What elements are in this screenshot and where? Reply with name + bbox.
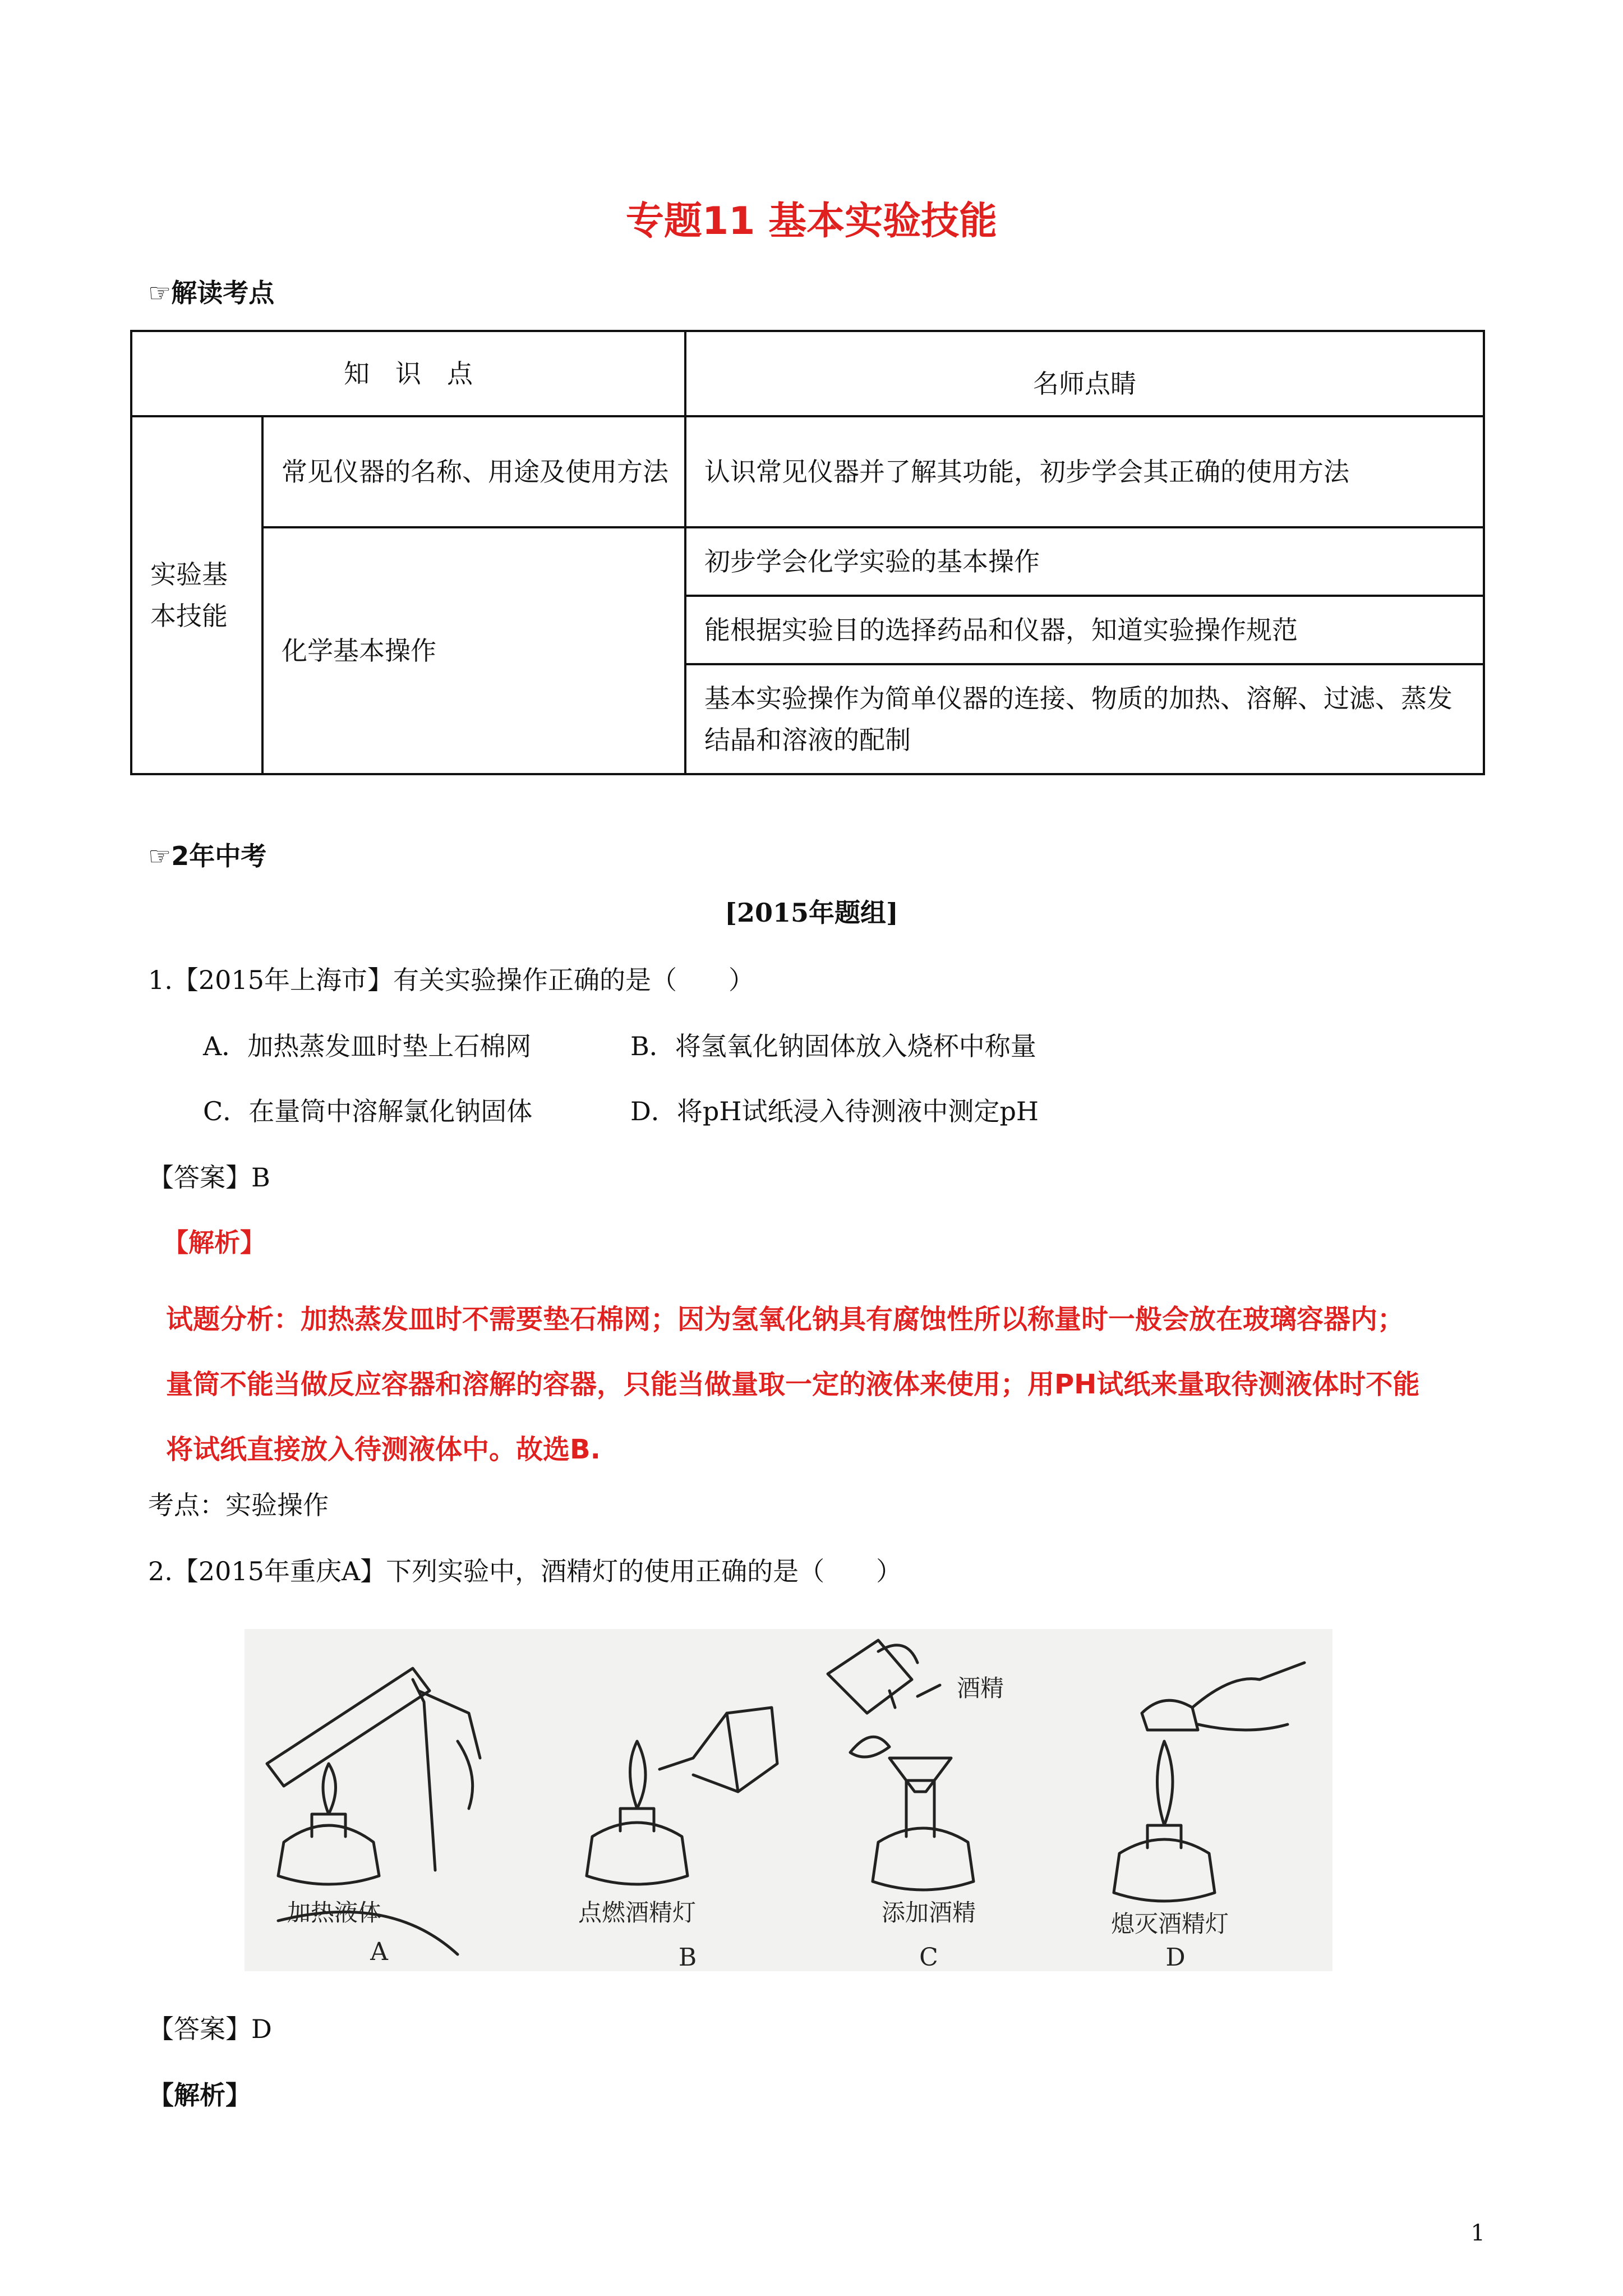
alcohol-lamp-illustration bbox=[245, 1629, 1332, 1971]
alcohol-lamp-figure bbox=[245, 1629, 1332, 1971]
table-row2-note-2: 能根据实验目的选择药品和仪器，知道实验操作规范 bbox=[704, 615, 1298, 645]
q2-analysis-label: 【解析】 bbox=[148, 2080, 251, 2110]
lamp-c-drawing bbox=[828, 1640, 974, 1890]
q2-stem: 2.【2015年重庆A】下列实验中，酒精灯的使用正确的是（ ） bbox=[148, 1556, 902, 1586]
q1-option-a: A．加热蒸发皿时垫上石棉网 bbox=[203, 1031, 532, 1061]
section-heading-zhongkao: ☞2年中考 bbox=[148, 841, 267, 871]
section-heading-kaodian: ☞解读考点 bbox=[148, 278, 275, 308]
q1-analysis-line-1: 试题分析：加热蒸发皿时不需要垫石棉网；因为氢氧化钠具有腐蚀性所以称量时一般会放在玻璃容器内； bbox=[166, 1304, 1405, 1335]
page-number: 1 bbox=[1470, 2220, 1485, 2246]
q1-option-b: B．将氢氧化钠固体放入烧杯中称量 bbox=[630, 1031, 1036, 1061]
lamp-d-drawing bbox=[1114, 1663, 1304, 1901]
q1-analysis-line-2: 量筒不能当做反应容器和溶解的容器，只能当做量取一定的液体来使用；用PH试纸来量取待测液体时不能 bbox=[166, 1369, 1420, 1400]
letter-b: B bbox=[678, 1943, 697, 1971]
caption-a: 加热液体 bbox=[287, 1899, 382, 1926]
group-heading: [2015年题组] bbox=[725, 898, 898, 928]
table-row2-topic: 化学基本操作 bbox=[282, 636, 436, 666]
q2-answer: 【答案】D bbox=[148, 2014, 272, 2044]
q1-answer: 【答案】B bbox=[148, 1162, 270, 1193]
q1-kaodian: 考点：实验操作 bbox=[148, 1490, 329, 1520]
q1-analysis bbox=[166, 1287, 1419, 1482]
q1-option-d: D．将pH试纸浸入待测液中测定pH bbox=[630, 1096, 1039, 1126]
page-title: 专题11 基本实验技能 bbox=[625, 199, 998, 243]
letter-d: D bbox=[1165, 1943, 1186, 1971]
caption-c: 添加酒精 bbox=[881, 1899, 976, 1926]
label-alcohol: 酒精 bbox=[957, 1674, 1004, 1702]
table-row1-note: 认识常见仪器并了解其功能，初步学会其正确的使用方法 bbox=[704, 457, 1349, 487]
table-header-tips: 名师点睛 bbox=[1033, 369, 1136, 399]
lamp-b-drawing bbox=[587, 1708, 777, 1884]
table-row2-note-3: 基本实验操作为简单仪器的连接、物质的加热、溶解、过滤、蒸发结晶和溶液的配制 bbox=[704, 683, 1453, 755]
caption-d: 熄灭酒精灯 bbox=[1110, 1910, 1229, 1938]
letter-c: C bbox=[919, 1943, 938, 1971]
table-category: 实验基本技能 bbox=[150, 559, 228, 631]
q1-stem: 1.【2015年上海市】有关实验操作正确的是（ ） bbox=[148, 965, 754, 995]
q1-option-c: C．在量筒中溶解氯化钠固体 bbox=[203, 1096, 533, 1126]
letter-a: A bbox=[370, 1938, 388, 1966]
q1-analysis-label: 【解析】 bbox=[163, 1227, 266, 1258]
table-row1-topic: 常见仪器的名称、用途及使用方法 bbox=[282, 457, 668, 487]
knowledge-table bbox=[130, 330, 1485, 775]
table-row2-note-1: 初步学会化学实验的基本操作 bbox=[704, 546, 1040, 577]
caption-b: 点燃酒精灯 bbox=[578, 1899, 697, 1926]
table-header-knowledge: 知 识 点 bbox=[344, 358, 473, 389]
q1-analysis-line-3: 将试纸直接放入待测液体中。故选B. bbox=[166, 1434, 601, 1465]
